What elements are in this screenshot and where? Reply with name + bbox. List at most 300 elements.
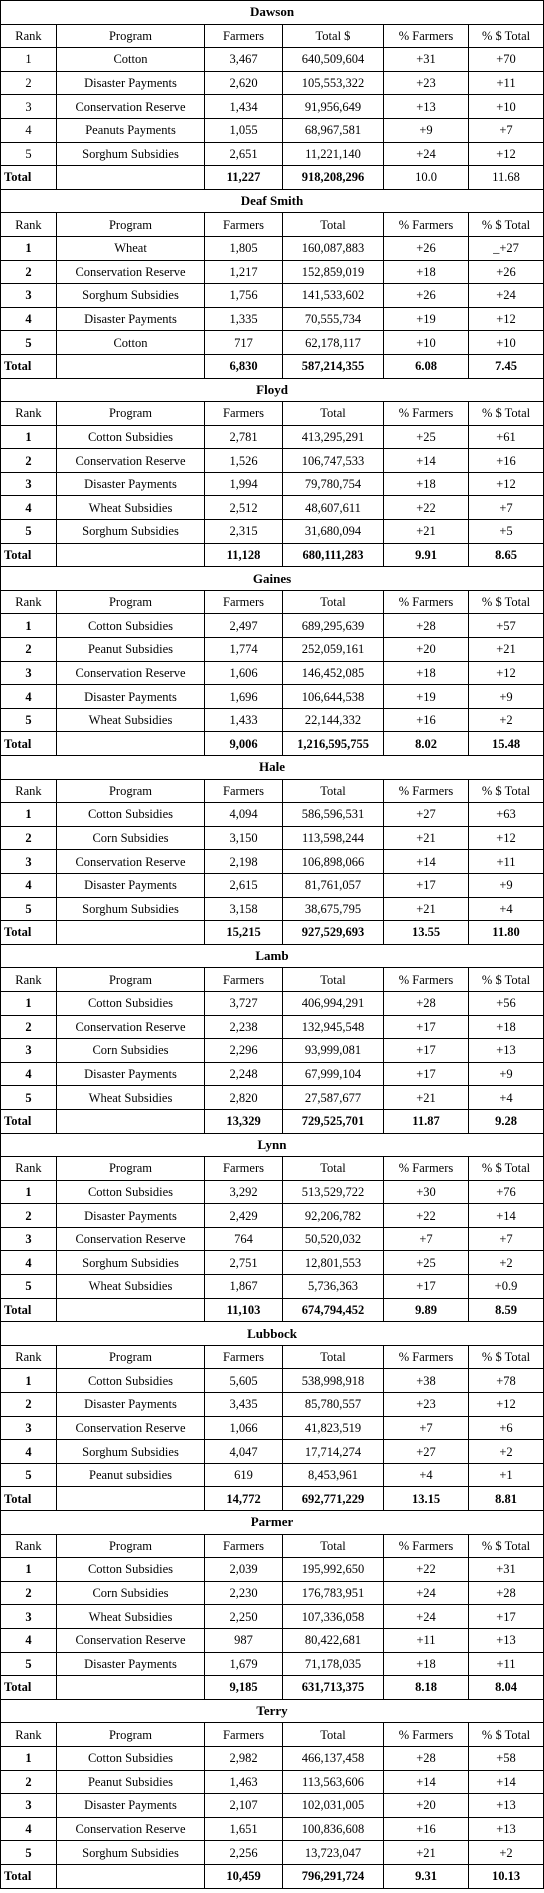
table-row — [1, 449, 544, 473]
total-row — [1, 921, 544, 945]
cell-amount: 22,144,332 — [283, 708, 384, 732]
cell-amount: 586,596,531 — [283, 803, 384, 827]
cell-pct-total: +11 — [469, 71, 544, 95]
table-row — [1, 260, 544, 284]
cell-rank: 1 — [1, 614, 57, 638]
column-header-pct-total: % $ Total — [469, 213, 544, 237]
cell-program: Conservation Reserve — [57, 850, 205, 874]
cell-rank: 3 — [1, 1794, 57, 1818]
cell-program: Cotton Subsidies — [57, 1558, 205, 1582]
table-row — [1, 1794, 544, 1818]
column-header-amount: Total — [283, 402, 384, 426]
cell-rank: 1 — [1, 991, 57, 1015]
cell-pct-farmers: +22 — [384, 1558, 469, 1582]
cell-amount: 67,999,104 — [283, 1062, 384, 1086]
cell-amount: 5,736,363 — [283, 1275, 384, 1299]
cell-program: Cotton Subsidies — [57, 1746, 205, 1770]
cell-pct-farmers: +7 — [384, 1416, 469, 1440]
column-header-amount: Total — [283, 968, 384, 992]
cell-farmers: 1,434 — [205, 95, 283, 119]
cell-rank: 1 — [1, 1746, 57, 1770]
total-pct-total: 8.65 — [469, 543, 544, 567]
cell-rank: 3 — [1, 1416, 57, 1440]
column-header-program: Program — [57, 968, 205, 992]
total-row — [1, 354, 544, 378]
cell-pct-total: +70 — [469, 48, 544, 72]
table-row — [1, 850, 544, 874]
cell-amount: 146,452,085 — [283, 661, 384, 685]
cell-farmers: 2,256 — [205, 1841, 283, 1865]
cell-pct-farmers: +30 — [384, 1180, 469, 1204]
cell-rank: 1 — [1, 48, 57, 72]
cell-farmers: 1,606 — [205, 661, 283, 685]
cell-farmers: 2,781 — [205, 425, 283, 449]
cell-amount: 41,823,519 — [283, 1416, 384, 1440]
column-header-pct-total: % $ Total — [469, 1723, 544, 1747]
cell-amount: 106,747,533 — [283, 449, 384, 473]
column-header-pct-total: % $ Total — [469, 590, 544, 614]
cell-pct-farmers: +13 — [384, 95, 469, 119]
cell-pct-farmers: +24 — [384, 1605, 469, 1629]
cell-program: Conservation Reserve — [57, 1227, 205, 1251]
cell-rank: 4 — [1, 1062, 57, 1086]
cell-pct-farmers: +14 — [384, 1770, 469, 1794]
cell-program: Sorghum Subsidies — [57, 1841, 205, 1865]
cell-pct-total: +14 — [469, 1204, 544, 1228]
cell-rank: 4 — [1, 118, 57, 142]
cell-pct-farmers: +11 — [384, 1628, 469, 1652]
cell-farmers: 987 — [205, 1628, 283, 1652]
cell-pct-total: +76 — [469, 1180, 544, 1204]
column-header-amount: Total — [283, 213, 384, 237]
table-row — [1, 1581, 544, 1605]
cell-farmers: 2,248 — [205, 1062, 283, 1086]
cell-program: Cotton Subsidies — [57, 1180, 205, 1204]
column-header-pct-farmers: % Farmers — [384, 402, 469, 426]
cell-pct-total: +63 — [469, 803, 544, 827]
cell-amount: 102,031,005 — [283, 1794, 384, 1818]
table-row — [1, 118, 544, 142]
cell-program: Disaster Payments — [57, 1062, 205, 1086]
county-table-lynn — [0, 1133, 544, 1323]
cell-rank: 3 — [1, 661, 57, 685]
column-header-amount: Total — [283, 1723, 384, 1747]
cell-pct-total: +61 — [469, 425, 544, 449]
total-amount: 680,111,283 — [283, 543, 384, 567]
cell-pct-farmers: +26 — [384, 236, 469, 260]
cell-pct-farmers: +38 — [384, 1369, 469, 1393]
cell-program: Peanut Subsidies — [57, 1770, 205, 1794]
cell-program: Wheat Subsidies — [57, 1605, 205, 1629]
cell-program: Wheat Subsidies — [57, 708, 205, 732]
table-row — [1, 331, 544, 355]
total-pct-total: 11.80 — [469, 921, 544, 945]
cell-rank: 4 — [1, 873, 57, 897]
cell-rank: 3 — [1, 472, 57, 496]
column-header-pct-total: % $ Total — [469, 968, 544, 992]
cell-pct-total: +0.9 — [469, 1275, 544, 1299]
column-header-rank: Rank — [1, 1723, 57, 1747]
cell-rank: 2 — [1, 1770, 57, 1794]
column-header-rank: Rank — [1, 1534, 57, 1558]
cell-pct-farmers: +31 — [384, 48, 469, 72]
cell-rank: 4 — [1, 1628, 57, 1652]
column-header-amount: Total — [283, 1157, 384, 1181]
table-row — [1, 991, 544, 1015]
cell-program: Disaster Payments — [57, 685, 205, 709]
cell-rank: 1 — [1, 236, 57, 260]
cell-amount: 640,509,604 — [283, 48, 384, 72]
total-label: Total — [1, 1487, 57, 1511]
cell-program: Disaster Payments — [57, 71, 205, 95]
total-label: Total — [1, 921, 57, 945]
cell-program: Corn Subsidies — [57, 826, 205, 850]
cell-rank: 1 — [1, 1180, 57, 1204]
cell-pct-total: +13 — [469, 1039, 544, 1063]
cell-program: Wheat Subsidies — [57, 1086, 205, 1110]
total-pct-farmers: 9.91 — [384, 543, 469, 567]
total-amount: 729,525,701 — [283, 1109, 384, 1133]
table-row — [1, 1039, 544, 1063]
cell-rank: 5 — [1, 520, 57, 544]
cell-program: Cotton Subsidies — [57, 1369, 205, 1393]
cell-pct-total: +2 — [469, 1251, 544, 1275]
county-name: Floyd — [1, 378, 544, 402]
cell-pct-farmers: +16 — [384, 708, 469, 732]
cell-farmers: 1,867 — [205, 1275, 283, 1299]
cell-rank: 2 — [1, 1581, 57, 1605]
cell-rank: 5 — [1, 1841, 57, 1865]
cell-rank: 2 — [1, 1204, 57, 1228]
cell-amount: 31,680,094 — [283, 520, 384, 544]
cell-farmers: 1,433 — [205, 708, 283, 732]
total-label: Total — [1, 1676, 57, 1700]
cell-pct-total: +7 — [469, 1227, 544, 1251]
column-header-pct-farmers: % Farmers — [384, 1345, 469, 1369]
cell-amount: 91,956,649 — [283, 95, 384, 119]
total-pct-total: 9.28 — [469, 1109, 544, 1133]
cell-pct-total: +10 — [469, 331, 544, 355]
total-pct-total: 11.68 — [469, 166, 544, 190]
table-row — [1, 1062, 544, 1086]
cell-rank: 3 — [1, 284, 57, 308]
cell-pct-total: +31 — [469, 1558, 544, 1582]
county-name: Deaf Smith — [1, 189, 544, 213]
table-row — [1, 1463, 544, 1487]
cell-pct-total: +7 — [469, 118, 544, 142]
column-header-farmers: Farmers — [205, 1157, 283, 1181]
cell-farmers: 2,512 — [205, 496, 283, 520]
cell-farmers: 1,463 — [205, 1770, 283, 1794]
cell-pct-farmers: +21 — [384, 520, 469, 544]
cell-rank: 4 — [1, 1440, 57, 1464]
cell-farmers: 2,230 — [205, 1581, 283, 1605]
column-header-pct-farmers: % Farmers — [384, 213, 469, 237]
county-name: Parmer — [1, 1511, 544, 1535]
table-row — [1, 685, 544, 709]
total-farmers: 14,772 — [205, 1487, 283, 1511]
cell-pct-farmers: +17 — [384, 873, 469, 897]
cell-farmers: 1,805 — [205, 236, 283, 260]
total-label: Total — [1, 166, 57, 190]
table-row — [1, 95, 544, 119]
cell-farmers: 764 — [205, 1227, 283, 1251]
cell-rank: 2 — [1, 826, 57, 850]
cell-farmers: 2,651 — [205, 142, 283, 166]
column-header-rank: Rank — [1, 968, 57, 992]
table-row — [1, 897, 544, 921]
table-row — [1, 1817, 544, 1841]
table-row — [1, 803, 544, 827]
column-header-farmers: Farmers — [205, 1534, 283, 1558]
column-header-farmers: Farmers — [205, 590, 283, 614]
cell-pct-farmers: +24 — [384, 1581, 469, 1605]
column-header-farmers: Farmers — [205, 213, 283, 237]
cell-pct-farmers: +9 — [384, 118, 469, 142]
column-header-pct-farmers: % Farmers — [384, 1723, 469, 1747]
cell-rank: 5 — [1, 1463, 57, 1487]
cell-farmers: 1,679 — [205, 1652, 283, 1676]
cell-pct-total: +2 — [469, 1841, 544, 1865]
total-pct-total: 7.45 — [469, 354, 544, 378]
cell-program: Wheat Subsidies — [57, 496, 205, 520]
cell-pct-farmers: +21 — [384, 897, 469, 921]
cell-amount: 689,295,639 — [283, 614, 384, 638]
table-row — [1, 708, 544, 732]
cell-rank: 3 — [1, 1039, 57, 1063]
total-farmers: 11,103 — [205, 1298, 283, 1322]
cell-program: Sorghum Subsidies — [57, 1440, 205, 1464]
cell-program: Disaster Payments — [57, 1652, 205, 1676]
cell-farmers: 1,994 — [205, 472, 283, 496]
total-empty-cell — [57, 921, 205, 945]
cell-farmers: 1,066 — [205, 1416, 283, 1440]
cell-amount: 413,295,291 — [283, 425, 384, 449]
total-pct-total: 15.48 — [469, 732, 544, 756]
cell-amount: 27,587,677 — [283, 1086, 384, 1110]
cell-pct-farmers: +23 — [384, 71, 469, 95]
cell-amount: 92,206,782 — [283, 1204, 384, 1228]
table-row — [1, 1628, 544, 1652]
column-header-program: Program — [57, 1723, 205, 1747]
cell-pct-total: +5 — [469, 520, 544, 544]
cell-pct-farmers: +17 — [384, 1062, 469, 1086]
cell-pct-total: +1 — [469, 1463, 544, 1487]
column-header-pct-total: % $ Total — [469, 779, 544, 803]
cell-program: Conservation Reserve — [57, 260, 205, 284]
cell-program: Conservation Reserve — [57, 1817, 205, 1841]
cell-farmers: 4,047 — [205, 1440, 283, 1464]
cell-pct-farmers: +7 — [384, 1227, 469, 1251]
total-row — [1, 166, 544, 190]
total-row — [1, 1487, 544, 1511]
cell-program: Cotton Subsidies — [57, 803, 205, 827]
cell-amount: 8,453,961 — [283, 1463, 384, 1487]
column-header-pct-farmers: % Farmers — [384, 968, 469, 992]
cell-rank: 4 — [1, 685, 57, 709]
cell-farmers: 4,094 — [205, 803, 283, 827]
cell-farmers: 1,217 — [205, 260, 283, 284]
cell-pct-farmers: +25 — [384, 1251, 469, 1275]
cell-pct-total: +12 — [469, 472, 544, 496]
cell-program: Peanuts Payments — [57, 118, 205, 142]
column-header-amount: Total — [283, 590, 384, 614]
column-header-farmers: Farmers — [205, 1345, 283, 1369]
column-header-program: Program — [57, 779, 205, 803]
cell-pct-farmers: +24 — [384, 142, 469, 166]
county-name: Dawson — [1, 1, 544, 25]
total-pct-total: 8.81 — [469, 1487, 544, 1511]
cell-program: Wheat — [57, 236, 205, 260]
cell-program: Peanut Subsidies — [57, 638, 205, 662]
cell-rank: 5 — [1, 1086, 57, 1110]
total-amount: 587,214,355 — [283, 354, 384, 378]
table-row — [1, 826, 544, 850]
cell-amount: 107,336,058 — [283, 1605, 384, 1629]
cell-farmers: 2,250 — [205, 1605, 283, 1629]
cell-program: Conservation Reserve — [57, 95, 205, 119]
cell-pct-total: +4 — [469, 897, 544, 921]
column-header-pct-farmers: % Farmers — [384, 1534, 469, 1558]
county-name: Gaines — [1, 567, 544, 591]
cell-program: Sorghum Subsidies — [57, 520, 205, 544]
total-empty-cell — [57, 732, 205, 756]
total-pct-total: 8.04 — [469, 1676, 544, 1700]
cell-amount: 160,087,883 — [283, 236, 384, 260]
cell-pct-total: +78 — [469, 1369, 544, 1393]
table-row — [1, 1275, 544, 1299]
column-header-pct-total: % $ Total — [469, 1345, 544, 1369]
total-empty-cell — [57, 354, 205, 378]
cell-pct-total: +57 — [469, 614, 544, 638]
cell-amount: 406,994,291 — [283, 991, 384, 1015]
column-header-program: Program — [57, 1345, 205, 1369]
cell-rank: 3 — [1, 1227, 57, 1251]
table-row — [1, 1251, 544, 1275]
county-name: Lamb — [1, 944, 544, 968]
cell-farmers: 2,238 — [205, 1015, 283, 1039]
cell-amount: 50,520,032 — [283, 1227, 384, 1251]
column-header-program: Program — [57, 590, 205, 614]
cell-pct-farmers: +16 — [384, 1817, 469, 1841]
cell-program: Cotton Subsidies — [57, 425, 205, 449]
cell-rank: 1 — [1, 425, 57, 449]
cell-pct-farmers: +19 — [384, 307, 469, 331]
cell-program: Conservation Reserve — [57, 1416, 205, 1440]
cell-pct-farmers: +28 — [384, 991, 469, 1015]
cell-program: Disaster Payments — [57, 1393, 205, 1417]
cell-rank: 5 — [1, 1652, 57, 1676]
county-table-gaines — [0, 566, 544, 756]
total-row — [1, 1109, 544, 1133]
county-table-dawson — [0, 0, 544, 190]
column-header-pct-farmers: % Farmers — [384, 1157, 469, 1181]
cell-farmers: 717 — [205, 331, 283, 355]
cell-pct-farmers: +21 — [384, 1086, 469, 1110]
cell-pct-total: +2 — [469, 1440, 544, 1464]
total-amount: 927,529,693 — [283, 921, 384, 945]
table-row — [1, 472, 544, 496]
cell-amount: 152,859,019 — [283, 260, 384, 284]
table-row — [1, 496, 544, 520]
total-pct-farmers: 13.55 — [384, 921, 469, 945]
cell-pct-farmers: +22 — [384, 496, 469, 520]
cell-amount: 70,555,734 — [283, 307, 384, 331]
county-table-lubbock — [0, 1321, 544, 1511]
table-row — [1, 142, 544, 166]
column-header-pct-total: % $ Total — [469, 24, 544, 48]
table-row — [1, 1015, 544, 1039]
cell-pct-farmers: +27 — [384, 1440, 469, 1464]
total-amount: 674,794,452 — [283, 1298, 384, 1322]
cell-program: Sorghum Subsidies — [57, 142, 205, 166]
cell-program: Conservation Reserve — [57, 661, 205, 685]
column-header-rank: Rank — [1, 402, 57, 426]
cell-pct-farmers: +28 — [384, 614, 469, 638]
cell-amount: 252,059,161 — [283, 638, 384, 662]
total-farmers: 11,128 — [205, 543, 283, 567]
total-farmers: 15,215 — [205, 921, 283, 945]
cell-farmers: 3,467 — [205, 48, 283, 72]
cell-rank: 5 — [1, 142, 57, 166]
cell-pct-total: +6 — [469, 1416, 544, 1440]
total-row — [1, 732, 544, 756]
table-row — [1, 873, 544, 897]
cell-amount: 38,675,795 — [283, 897, 384, 921]
county-name: Terry — [1, 1699, 544, 1723]
cell-program: Disaster Payments — [57, 1794, 205, 1818]
cell-amount: 113,563,606 — [283, 1770, 384, 1794]
table-row — [1, 307, 544, 331]
table-row — [1, 1369, 544, 1393]
total-farmers: 9,006 — [205, 732, 283, 756]
cell-rank: 3 — [1, 1605, 57, 1629]
cell-rank: 2 — [1, 638, 57, 662]
column-header-amount: Total — [283, 1345, 384, 1369]
county-name: Lubbock — [1, 1322, 544, 1346]
cell-rank: 2 — [1, 260, 57, 284]
cell-rank: 1 — [1, 1558, 57, 1582]
cell-program: Cotton — [57, 48, 205, 72]
total-pct-farmers: 9.31 — [384, 1864, 469, 1888]
cell-program: Cotton — [57, 331, 205, 355]
cell-pct-farmers: +21 — [384, 1841, 469, 1865]
cell-farmers: 2,198 — [205, 850, 283, 874]
total-label: Total — [1, 354, 57, 378]
cell-pct-farmers: +4 — [384, 1463, 469, 1487]
cell-program: Disaster Payments — [57, 873, 205, 897]
county-table-lamb — [0, 944, 544, 1134]
total-pct-farmers: 8.02 — [384, 732, 469, 756]
cell-rank: 4 — [1, 1251, 57, 1275]
cell-farmers: 3,158 — [205, 897, 283, 921]
county-table-terry — [0, 1699, 544, 1889]
cell-amount: 81,761,057 — [283, 873, 384, 897]
table-row — [1, 1746, 544, 1770]
cell-amount: 106,898,066 — [283, 850, 384, 874]
cell-program: Sorghum Subsidies — [57, 1251, 205, 1275]
cell-pct-total: +17 — [469, 1605, 544, 1629]
cell-pct-total: +9 — [469, 873, 544, 897]
table-row — [1, 1393, 544, 1417]
total-pct-total: 10.13 — [469, 1864, 544, 1888]
cell-pct-farmers: +18 — [384, 260, 469, 284]
cell-pct-total: +7 — [469, 496, 544, 520]
table-row — [1, 520, 544, 544]
cell-pct-farmers: +10 — [384, 331, 469, 355]
cell-amount: 17,714,274 — [283, 1440, 384, 1464]
cell-farmers: 2,982 — [205, 1746, 283, 1770]
